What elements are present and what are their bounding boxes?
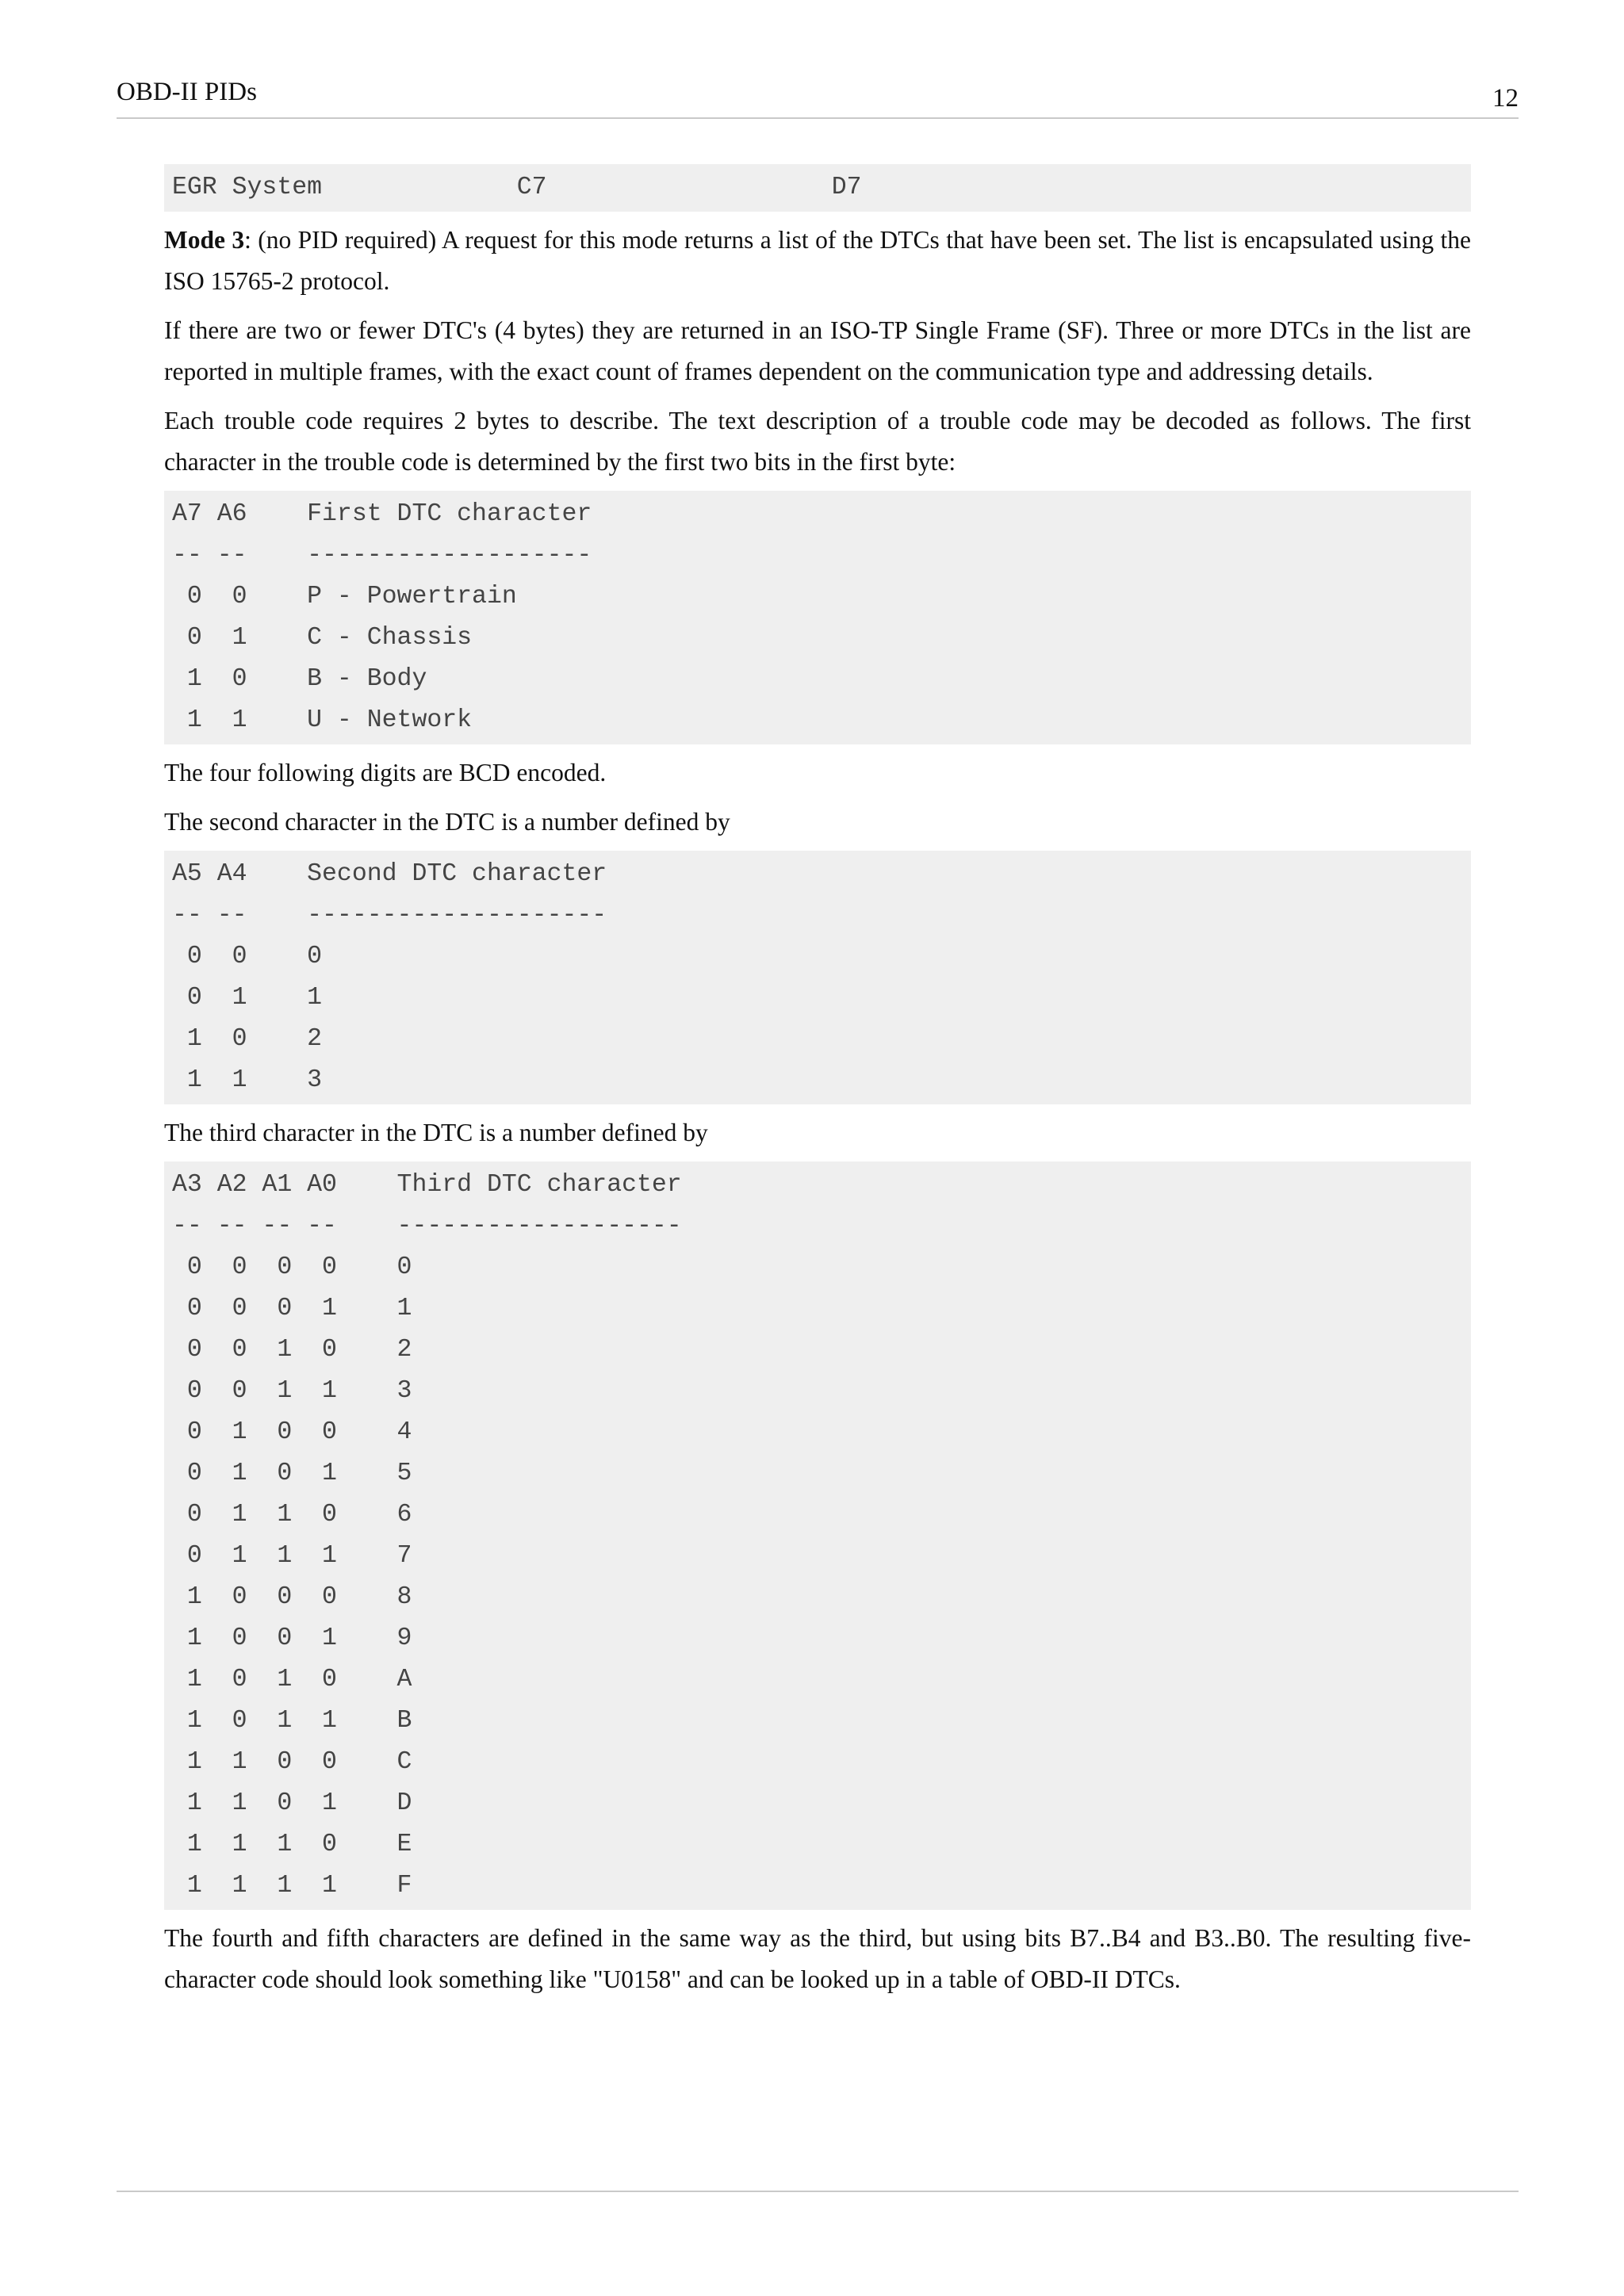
code-line: A7 A6 First DTC character [172,500,592,528]
page-content [164,164,1471,2000]
code-line: 0 1 C - Chassis [172,624,473,652]
code-line: 0 1 0 0 4 [172,1418,412,1446]
paragraph-frames: If there are two or fewer DTC's (4 bytes) they are returned in an ISO-TP Single Frame (SF). Three or more DTCs in the list are reported in multiple frames, with the exact count of frames dependent on the communication type and addressing details. [164,316,1471,385]
code-line: 0 0 0 1 1 [172,1295,412,1322]
code-line: 1 0 2 [172,1025,323,1053]
mode3-label: Mode 3 [164,226,245,254]
paragraph-third-char: The third character in the DTC is a number defined by [164,1119,708,1146]
code-line: 0 1 0 1 5 [172,1460,412,1487]
code-line: 0 1 1 0 6 [172,1501,412,1529]
code-block-third-dtc [164,1161,1471,1910]
code-line: 1 0 1 0 A [172,1666,412,1693]
code-line: 0 0 1 1 3 [172,1377,412,1405]
code-line: -- -- -- -- ------------------- [172,1212,682,1240]
code-line: A3 A2 A1 A0 Third DTC character [172,1171,682,1199]
code-line: 1 0 B - Body [172,665,427,693]
footer-rule [117,2191,1519,2192]
code-line: 1 1 3 [172,1066,323,1094]
code-line: 1 0 1 1 B [172,1707,412,1735]
paragraph-trouble-code: Each trouble code requires 2 bytes to describe. The text description of a trouble code may be decoded as follows. The first character in the trouble code is determined by the first two bits in the first byte: [164,407,1471,476]
code-line: EGR System C7 D7 [172,174,862,201]
page-header [117,78,1519,119]
paragraph-second-char: The second character in the DTC is a number defined by [164,808,730,836]
running-title: OBD-II PIDs [117,78,257,106]
code-line: -- -- -------------------- [172,901,607,929]
code-line: 1 1 0 1 D [172,1789,412,1817]
code-line: 1 1 0 0 C [172,1748,412,1776]
code-line: 1 1 1 1 F [172,1872,412,1900]
code-line: 0 1 1 [172,984,323,1012]
paragraph-mode3 [164,220,1471,302]
code-line: 1 0 0 0 8 [172,1583,412,1611]
code-line: -- -- ------------------- [172,541,592,569]
code-line: 1 1 U - Network [172,706,473,734]
code-line: 0 0 0 [172,943,323,970]
mode3-text: : (no PID required) A request for this mode returns a list of the DTCs that have been set. The list is encapsulated using the ISO 15765-2 protocol. [164,226,1472,295]
code-block-second-dtc [164,851,1471,1104]
code-line: 1 0 0 1 9 [172,1624,412,1652]
paragraph-fourth-fifth: The fourth and fifth characters are defined in the same way as the third, but using bits B7..B4 and B3..B0. The resulting five-character code should look something like "U0158" and can be looked up in a table of OBD-II DTCs. [164,1924,1471,1993]
code-line: 1 1 1 0 E [172,1831,412,1858]
code-line: 0 1 1 1 7 [172,1542,412,1570]
code-line: 0 0 1 0 2 [172,1336,412,1364]
code-block-egr [164,164,1471,212]
code-line: 0 0 0 0 0 [172,1253,412,1281]
code-block-first-dtc [164,491,1471,744]
page-number: 12 [1492,84,1519,113]
paragraph-bcd: The four following digits are BCD encoded. [164,759,607,786]
code-line: A5 A4 Second DTC character [172,860,607,888]
code-line: 0 0 P - Powertrain [172,583,517,610]
